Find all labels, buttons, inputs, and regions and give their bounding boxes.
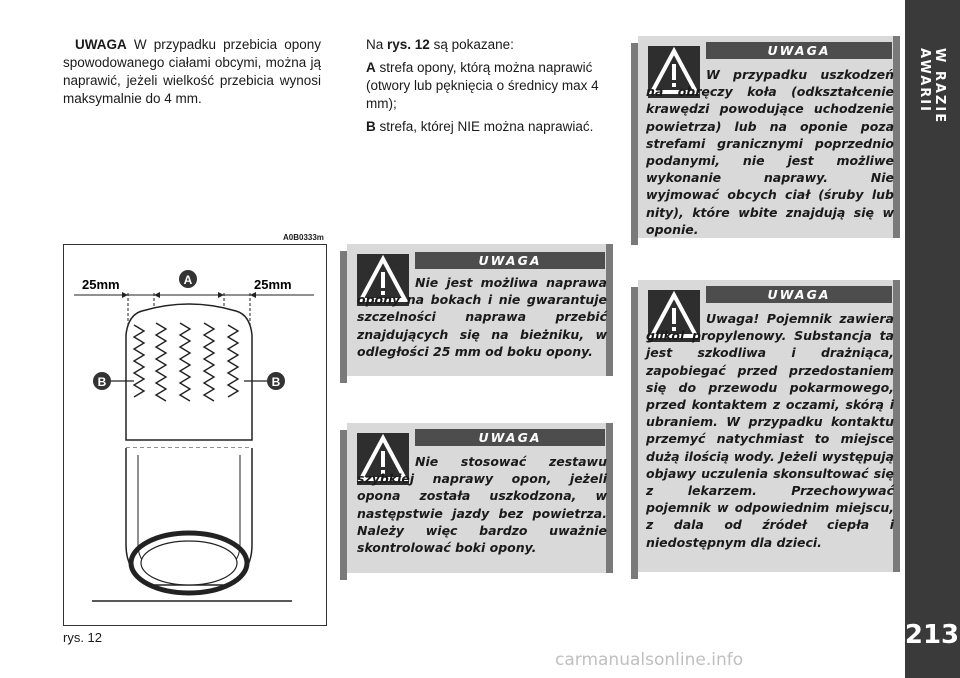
- zone-b-marker-left: B: [97, 375, 107, 389]
- figure-caption: rys. 12: [63, 630, 103, 645]
- intro-text: W przypadku przebicia opony spowodowanego ciałami obcymi, można ją naprawić, jeżeli wielkość przebicia wynosi maksymalnie do 4 mm.: [63, 37, 321, 106]
- warning-text: Nie stosować zestawu szybkiej naprawy opon, jeżeli opona została uszkodzona, w następstwie jazdy bez powietrza. Należy więc bardzo uważnie skontrolować boki opony.: [357, 454, 607, 556]
- warning-heading: UWAGA: [415, 252, 605, 269]
- zones-description: [356, 36, 626, 141]
- figure-code: A0B0333m: [283, 233, 324, 242]
- warning-box-flat-run: [347, 423, 613, 573]
- page-number: 213: [904, 620, 960, 650]
- zone-b-item: [356, 118, 626, 136]
- section-title: W RAZIE AWARII: [917, 48, 947, 125]
- warning-box-sidewall: [347, 244, 613, 376]
- tire-figure: [63, 244, 327, 626]
- warning-text: Uwaga! Pojemnik zawiera glikol propylenowy. Substancja ta jest szkodliwa i drażniąca, zapobiegać przed przedostaniem się do przewodu pokarmowego, przed kontaktem z oczami, skórą i ubraniem. W przypadku kontaktu przemyć natychmiast to miejsce dużą ilością wody. Jeżeli występują objawy uczulenia skonsultować się z lekarzem. Przechowywać pojemnik w odpowiednim miejscu, z dala od źródeł ciepła i niedostępnym dla dzieci.: [646, 311, 894, 550]
- zone-b-marker-right: B: [271, 375, 281, 389]
- dim-left-label: 25mm: [82, 277, 120, 292]
- intro-paragraph: [63, 36, 321, 108]
- zone-b-text: strefa, której NIE można naprawiać.: [375, 119, 594, 134]
- warning-heading: UWAGA: [706, 286, 892, 303]
- zone-a-marker: A: [183, 273, 193, 287]
- tire-diagram: [64, 245, 326, 625]
- dim-right-label: 25mm: [254, 277, 292, 292]
- warning-box-glycol: [638, 280, 900, 572]
- zone-a-label: A: [366, 60, 376, 75]
- warning-box-rim-damage: [638, 36, 900, 238]
- warning-heading: UWAGA: [415, 429, 605, 446]
- figure-reference: rys. 12: [387, 37, 430, 52]
- zone-a-item: [356, 59, 626, 113]
- zones-intro-pre: Na: [366, 37, 388, 52]
- zones-intro: [356, 36, 626, 54]
- warning-heading: UWAGA: [706, 42, 892, 59]
- watermark: carmanualsonline.info: [555, 650, 744, 670]
- intro-lead: UWAGA: [75, 37, 127, 52]
- zone-a-text: strefa opony, którą można naprawić (otwory lub pęknięcia o średnicy max 4 mm);: [366, 60, 599, 111]
- zones-intro-post: są pokazane:: [429, 37, 514, 52]
- warning-text: W przypadku uszkodzeń na obręczy koła (odkształcenie krawędzi powodujące uchodzenie powietrza) lub na oponie poza strefami granicznymi poprzednio podanymi, nie jest możliwe wykonanie naprawy. Nie wyjmować obcych ciał (śruby lub nity), które wbite znajdują się w oponie.: [646, 67, 894, 237]
- warning-text: Nie jest możliwa naprawa opony na bokach i nie gwarantuje szczelności naprawa przebić znajdujących się na bieżniku, w odległości 25 mm od boku opony.: [357, 275, 607, 359]
- zone-b-label: B: [366, 119, 376, 134]
